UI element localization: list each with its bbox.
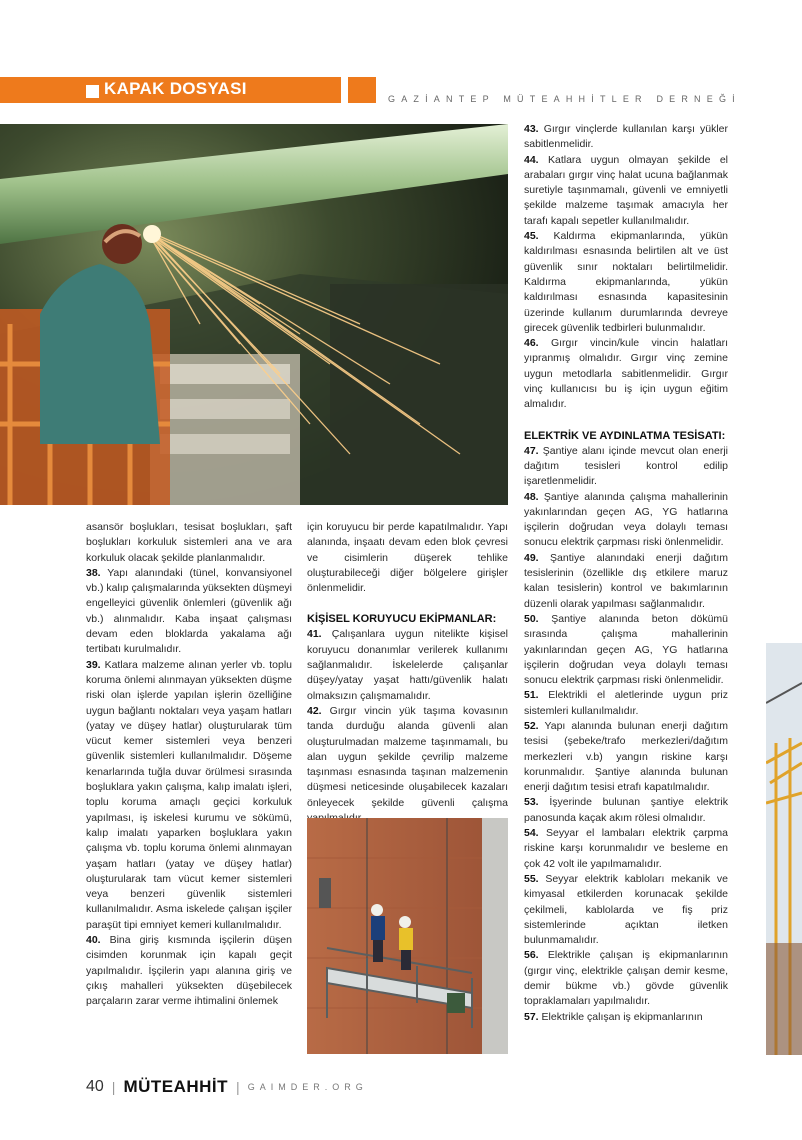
footer-separator: | — [236, 1079, 240, 1095]
organization-name: GAZİANTEP MÜTEAHHİTLER DERNEĞİ — [388, 94, 741, 104]
item-number: 47. — [524, 444, 539, 457]
item-45: 45. Kaldırma ekipmanlarında, yükün kaldırılması esnasında belirtilen alt ve üst güvenlik sınır noktaları belirtilmelidir. Kaldırma ekipmanlarında, yükün kaldırılması esnasında kapasitesinin üzerinde kullanım durumlarında devreye girecek güvenlik tedbirleri bulunmalıdır. — [524, 230, 728, 334]
item-42: 42. Gırgır vincin yük taşıma kovasının tanda durduğu alanda güvenli alan oluşturulmadan malzeme taşınmamalı, bu alan uygun şekilde çevrilip malzeme taşınması esnasında taşınan malzemenin düşmesi neticesinde oluşabilecek kazaları önleyecek şekilde güvenli çalışma — [307, 704, 508, 809]
item-number: 56. — [524, 949, 539, 962]
item-55: 55. Seyyar elektrik kabloları mekanik ve kimyasal etkilerden korunacak şekilde çekilmeli, kablolarda ve fiş priz sistemlerinde açıktan iletken bulunmamalıdır. — [524, 872, 728, 947]
item-number: 50. — [524, 612, 539, 625]
text-column-3 — [524, 122, 728, 1025]
item-49: 49. Şantiye alanındaki enerji dağıtım tesislerinin (özellikle dış etkilere maruz kalan tesislerin) kontrol ve bakımlarının düzenli olarak yapılması sağlanmalıdır. — [524, 551, 728, 610]
item-53: 53. İşyerinde bulunan şantiye elektrik panosunda kaçak akım rölesi olmalıdır. — [524, 796, 728, 824]
item-52: 52. Yapı alanında bulunan enerji dağıtım tesisi (şebeke/trafo merkezleri/dağıtım merkezleri v.b) yangın riskine karşı korunmalıdır. Şantiye alanında bulunan enerji dağıtım tesisi etrafı kapatılmalıdır. — [524, 719, 728, 794]
footer-separator: | — [111, 1079, 116, 1095]
magazine-brand: MÜTEAHHİT — [123, 1077, 229, 1096]
page-footer — [86, 1077, 368, 1097]
item-46: 46. Gırgır vincin/kule vincin halatları yıpranmış olmalıdır. Gırgır vinç zemine uygun metodlarla sabitlenmelidir. Gırgır vinç kullanıcısı bu iş için uygun eğitim almalıdır. — [524, 337, 728, 411]
section-heading-electrical: ELEKTRİK VE AYDINLATMA TESİSATI: — [524, 429, 726, 442]
item-number: 44. — [524, 153, 539, 166]
item-56: 56. Elektrikle çalışan iş ekipmanlarının (gırgır vinç, elektrikle çalışan demir kesme, demir bükme vb.) gövde güvenlik topraklamaları yapılmalıdır. — [524, 949, 728, 1008]
text-column-1 — [86, 520, 292, 1010]
page-number: 40 — [86, 1078, 104, 1095]
item-number: 42. — [307, 704, 322, 717]
item-number: 51. — [524, 689, 539, 702]
item-54: 54. Seyyar el lambaları elektrik çarpma riskine karşı korunmalıdır ve besleme en çok 42 volt ile yapılmamalıdır. — [524, 827, 728, 870]
item-number: 46. — [524, 337, 539, 350]
item-number: 54. — [524, 827, 539, 840]
suspended-platform-photo — [307, 818, 508, 1054]
section-title: KAPAK DOSYASI — [104, 79, 247, 98]
item-41: 41. Çalışanlara uygun nitelikte kişisel koruyucu donanımlar verilerek kullanımı sağlanmalıdır. İskelelerde çalışanlar düşey/yatay yaşat hattı/güvenlik halatı olmaksızın çalışmamalıdır. — [307, 628, 508, 702]
item-number: 57. — [524, 1010, 539, 1023]
item-number: 55. — [524, 872, 539, 885]
item-number: 38. — [86, 566, 101, 579]
header-accent-square — [348, 77, 376, 103]
item-39: 39. Katlara malzeme alınan yerler vb. toplu koruma önlemi alınmayan yüksekten düşme riski olan işlerde yapılan işlerin özelliğine uygun bağlantı noktaları veya yaşam hatları (yatay ve düşey hatlar) oluşturularak tüm vücut kemer sistemleri veya benzeri güvenlik sistemleri kullanılmalıdır. Döşeme kenarlarında tuğla duvar örülmesi sırasında boşluklara yakın çalışma, kalıp imalatı işleri, toplu koruma amaçlı geçici korkuluk yapılması, iş iskelesi kurumu ve sökümü, kalıp imalatı yaparken boşluklara yakın çalışma vb. toplu koruma önlemi alınmayan yaşam hatları (yatay ve düşey hatlar) oluşturularak tam vücut kemer sistemleri veya benzeri güvenlik sistemleri kullanılmalıdır. Asma iskelede çalışan işçiler paraşüt tipi emniyet kemeri kullanılmalıdır. — [86, 658, 292, 931]
item-38: 38. Yapı alanındaki (tünel, konvansiyonel vb.) kalıp çalışmalarında yüksekten düşmeyi engelleyici güvenlik önlemleri (güvenlik ağı vb.) alınmalıdır. Kaba inşaat çalışması devam eden bloklarda yakalama ağı tertibatı kurulmalıdır. — [86, 566, 293, 656]
section-marker-icon — [86, 85, 99, 98]
paragraph: için koruyucu bir perde kapatılmalıdır. Yapı alanında, inşaatı devam eden blok çevresi ve cisimlerin düşerek tehlike oluşturabileceği diğer bölgelere girişler önlenmelidir. — [307, 521, 508, 595]
item-40: 40. Bina giriş kısmında işçilerin düşen cisimden korunmak için kapalı geçit yapılmalıdır. İşçilerin yapı alanına giriş ve çıkış mahalleri yüksekten düşebilecek parçaların zarar verme ihtimalini önlemek — [86, 934, 292, 1008]
section-heading-ppe: KİŞİSEL KORUYUCU EKİPMANLAR: — [307, 613, 497, 626]
item-51: 51. Elektrikli el aletlerinde uygun priz sistemleri kullanılmalıdır. — [524, 689, 728, 717]
item-44: 44. Katlara uygun olmayan şekilde el arabaları gırgır vinç halat ucuna bağlanmak suretiyle taşınmamalı, güvenli ve emniyetli şekilde malzeme taşımak amacıyla her tarafı kapalı sepetler kullanılmalıdır. — [524, 153, 728, 227]
text-column-2 — [307, 520, 508, 826]
item-number: 49. — [524, 551, 539, 564]
item-number: 52. — [524, 719, 539, 732]
website-link[interactable]: GAIMDER.ORG — [247, 1082, 368, 1092]
item-number: 53. — [524, 796, 539, 809]
item-number: 45. — [524, 230, 539, 243]
item-number: 39. — [86, 658, 101, 671]
item-47: 47. Şantiye alanı içinde mevcut olan enerji dağıtım tesisleri kontrol edilip işaretlenmelidir. — [524, 444, 728, 488]
item-43: 43. Gırgır vinçlerde kullanılan karşı yükler sabitlenmelidir. — [524, 123, 728, 151]
paragraph: asansör boşlukları, tesisat boşlukları, şaft boşlukları korkuluk sistemleri ana ve ara korkuluk olacak şekilde planlanmalıdır. — [86, 521, 292, 564]
item-number: 43. — [524, 123, 539, 135]
item-number: 40. — [86, 934, 101, 947]
item-number: 41. — [307, 628, 322, 641]
item-50: 50. Şantiye alanında beton dökümü sırasında çalışma mahallerinin yakınlarından geçen AG, YG hatlarına işçilerin doğrudan veya dolaylı teması sonucu elektrik çarpması riski önlenmelidir. — [524, 612, 728, 687]
item-48: 48. Şantiye alanında çalışma mahallerinin yakınlarından geçen AG, YG hatlarına işçilerin doğrudan veya dolaylı teması sonucu elektrik çarpması riski önlenmelidir. — [524, 490, 728, 549]
item-57: 57. Elektrikle çalışan iş ekipmanlarının — [524, 1010, 703, 1023]
item-number: 48. — [524, 490, 539, 503]
welding-photo — [0, 124, 508, 505]
crane-photo-edge — [766, 643, 802, 1055]
